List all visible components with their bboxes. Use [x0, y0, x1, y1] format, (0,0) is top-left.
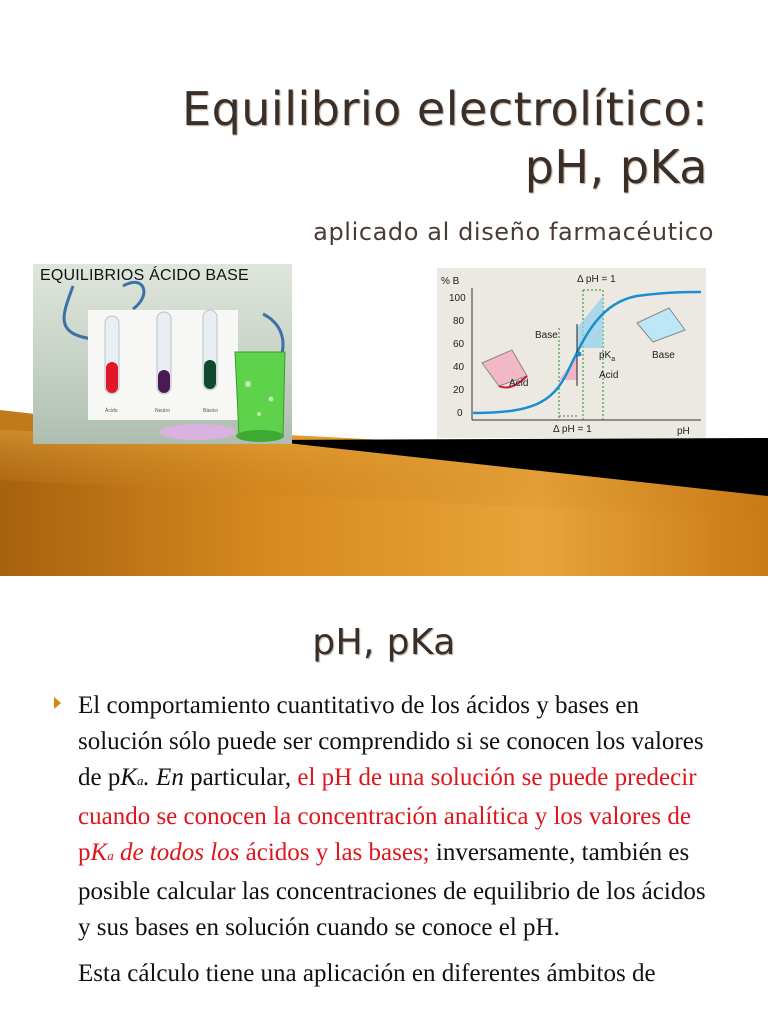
para-highlight-1: el pH de una solución se puede predecir cuando se conocen la concentración analítica y los valores de p: [78, 764, 697, 866]
tube-label-acid: Ácido: [105, 408, 118, 414]
y-tick-40: 40: [453, 362, 465, 373]
delta-ph-top: Δ pH = 1: [577, 274, 616, 285]
content-slide: [0, 576, 768, 1024]
para-text-1: El comportamiento cuantitativo de los ácidos y bases en solución sólo puede ser comprendido si se conocen los valores de p: [78, 692, 704, 791]
para-next-line: Esta cálculo tiene una aplicación en diferentes ámbitos de: [78, 960, 656, 987]
label-pka: $pK_a$: [599, 350, 616, 363]
delta-ph-bottom: Δ pH = 1: [553, 424, 592, 435]
label-acid-beaker: Acid: [509, 378, 529, 389]
para-k-2: K: [90, 839, 108, 866]
photo-title: EQUILIBRIOS ÁCIDO BASE: [40, 267, 249, 284]
para-highlight-2: ácidos y las bases;: [239, 839, 430, 866]
body-paragraph: [78, 688, 720, 992]
para-k-1: K: [120, 764, 138, 791]
y-tick-60: 60: [453, 339, 465, 350]
para-a-2: a: [107, 848, 114, 863]
slide-subtitle: aplicado al diseño farmacéutico: [313, 218, 714, 246]
titration-graph: [437, 268, 706, 438]
section-heading: pH, pKa: [312, 622, 456, 663]
title-line-1: Equilibrio electrolítico:: [182, 82, 708, 136]
tube-label-basic: Básico: [203, 408, 219, 414]
titration-chart: [437, 268, 706, 438]
lab-illustration: [33, 264, 292, 444]
y-tick-0: 0: [457, 408, 463, 419]
slide-title: [182, 80, 708, 196]
para-text-2: particular,: [183, 764, 298, 791]
tube-label-neutral: Neutro: [155, 408, 171, 414]
y-tick-20: 20: [453, 385, 465, 396]
para-en: . En: [143, 764, 184, 791]
bullet-arrow-icon: [54, 697, 61, 709]
para-a-1: a: [137, 773, 144, 788]
label-base-left: Base: [535, 330, 558, 341]
para-text-3: inversamente, también es posible calcular las concentraciones de equilibrio de los ácidos y sus bases en solución cuando se conoce el pH.: [78, 839, 706, 941]
y-axis-label: % B: [441, 276, 460, 287]
label-acid-right: Acid: [599, 370, 619, 381]
y-tick-80: 80: [453, 316, 465, 327]
x-axis-label: pH: [677, 426, 690, 437]
label-base-beaker: Base: [652, 350, 675, 361]
title-line-2: pH, pKa: [524, 140, 708, 194]
acid-base-photo: [33, 264, 292, 444]
para-highlight-italic: de todos los: [113, 839, 240, 866]
y-tick-100: 100: [449, 293, 466, 304]
